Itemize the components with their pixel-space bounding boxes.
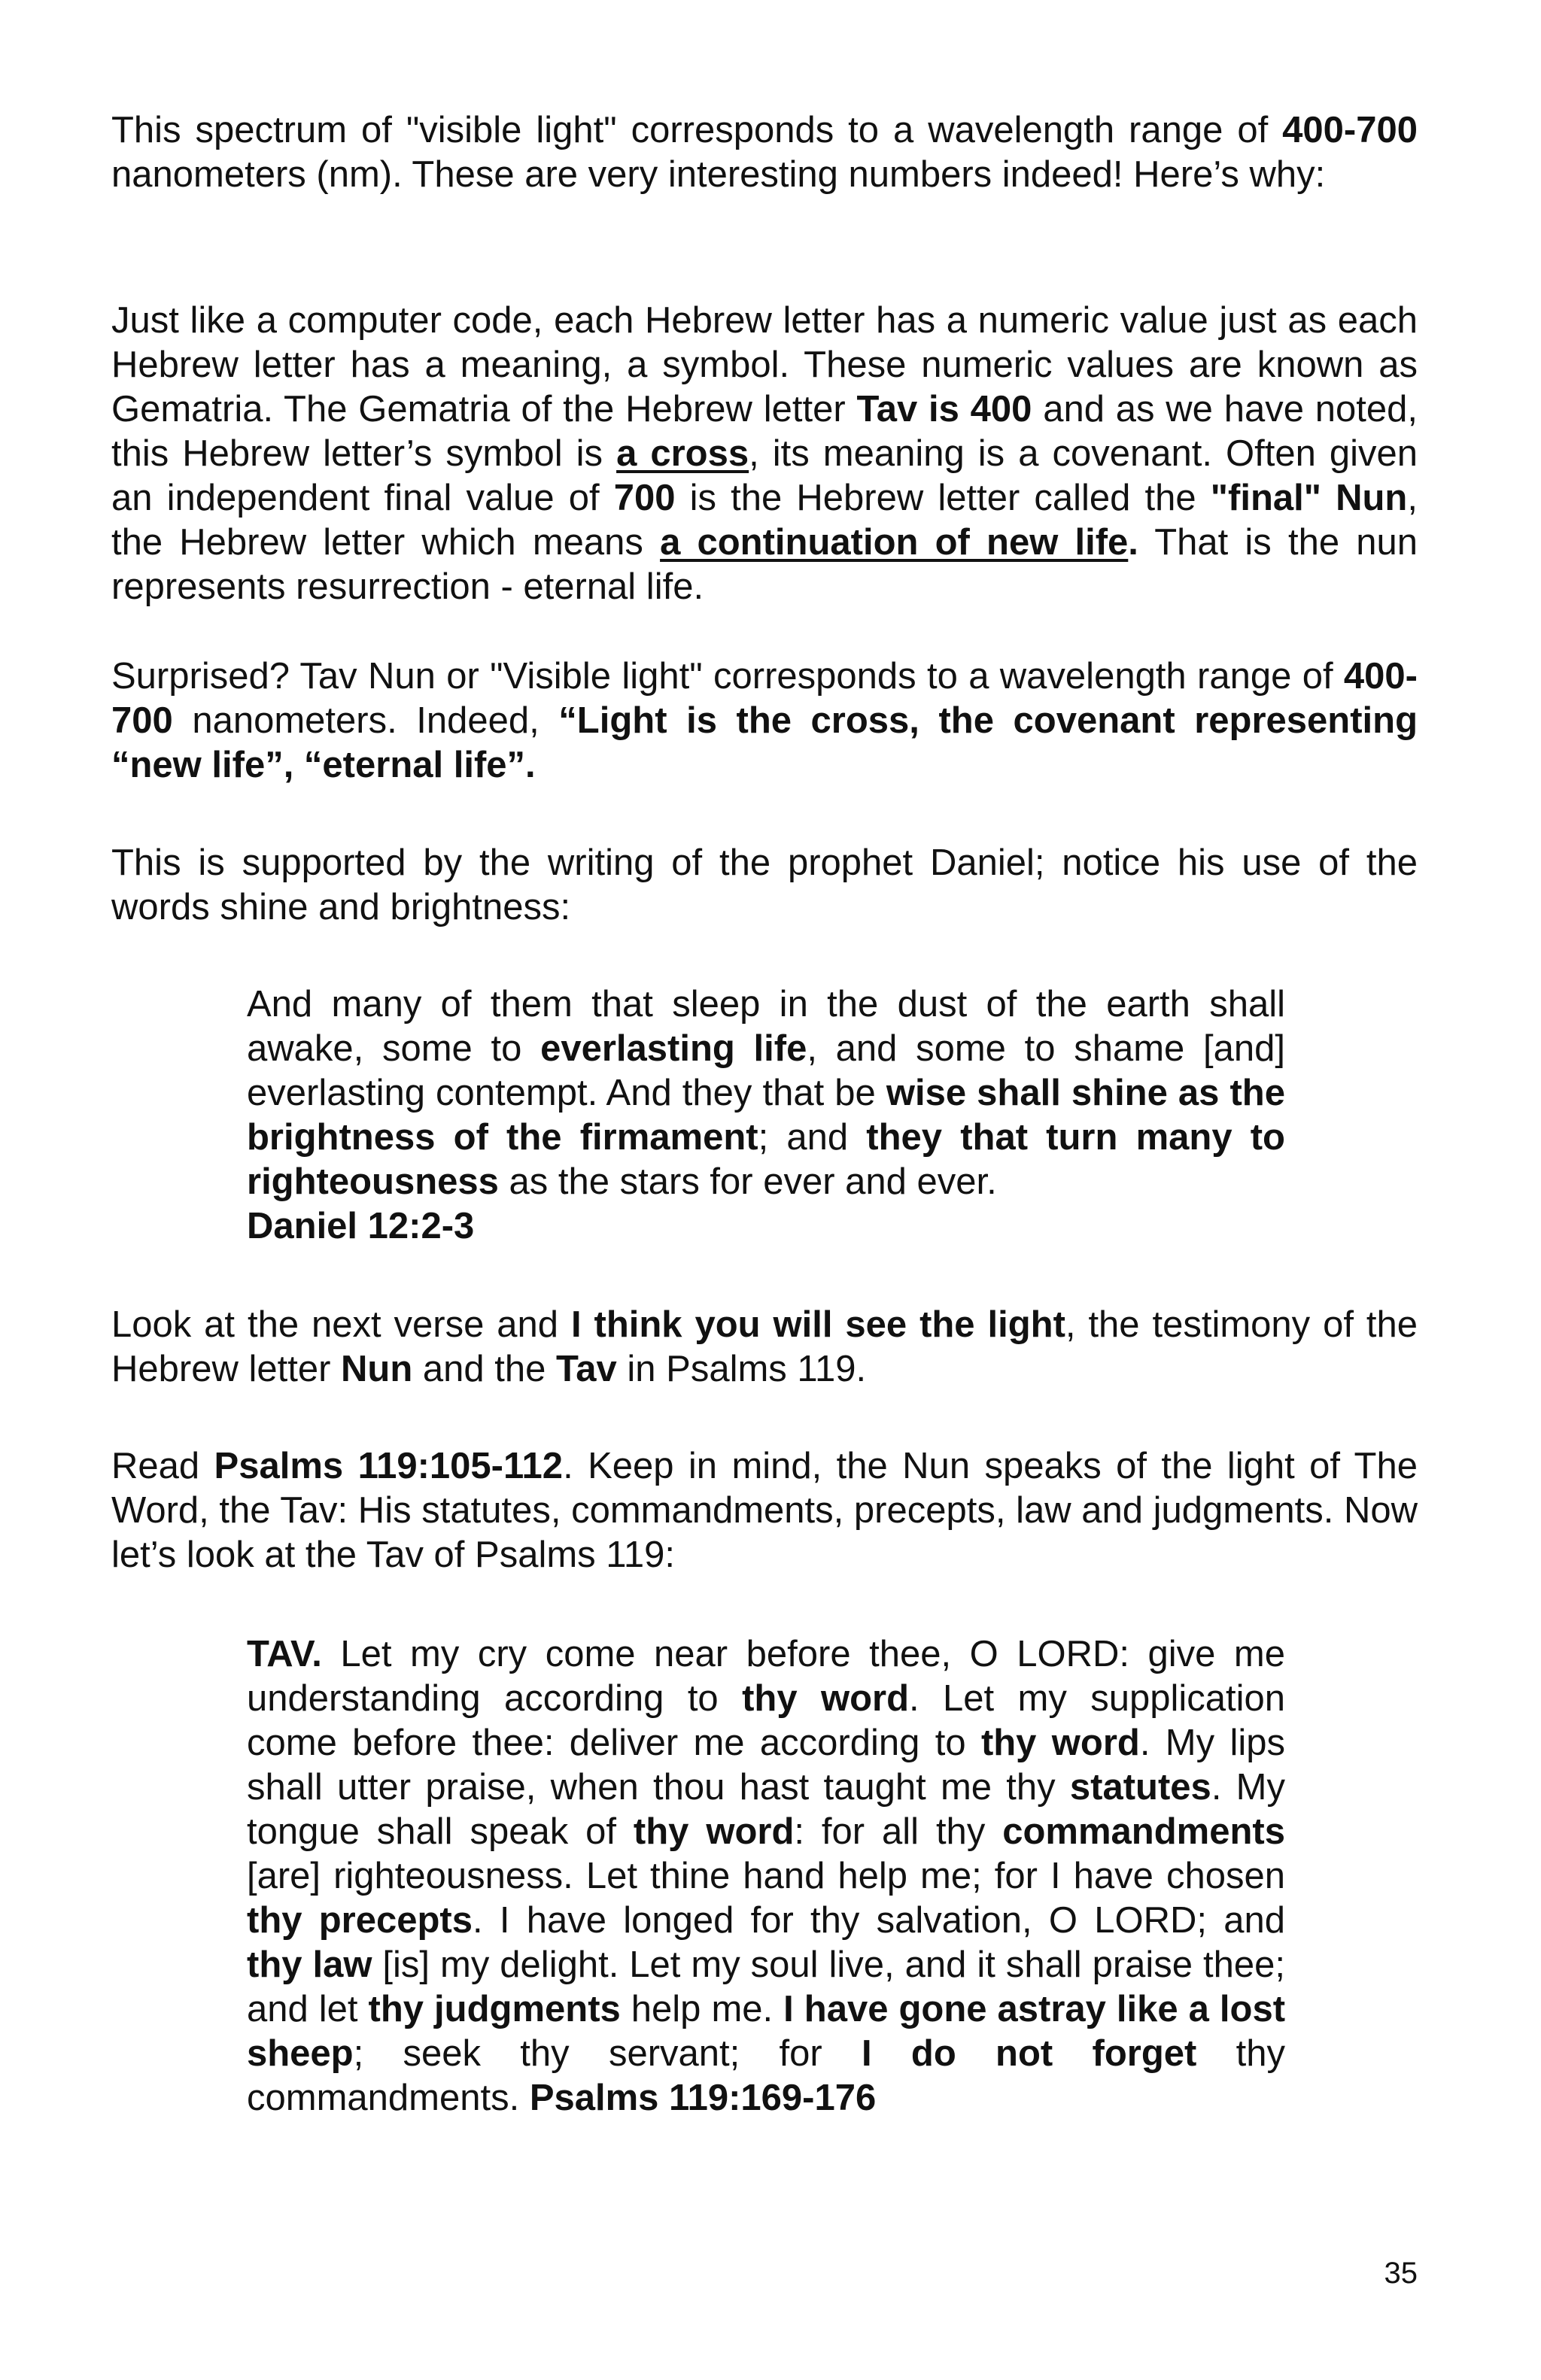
text: Surprised? Tav Nun or "Visible light" corresponds to a wavelength range of [111, 656, 1344, 697]
bold-text: I think you will see the light [570, 1304, 1065, 1345]
bold-text: statutes [1069, 1767, 1211, 1808]
text: That is the nun represents resurrection - eternal life. [111, 522, 1418, 607]
bold-text: they that turn many to righteousness [247, 1117, 1285, 1202]
text: ; seek thy servant; for [353, 2033, 862, 2074]
scripture-reference: Daniel 12:2-3 [247, 1206, 475, 1246]
text: in Psalms 119. [616, 1349, 867, 1389]
bold-text: Psalms 119:105-112 [214, 1446, 564, 1486]
page-number: 35 [1384, 2257, 1418, 2290]
text: help me. [620, 1989, 784, 2029]
bold-text: thy word [980, 1723, 1140, 1763]
bold-text: 400-700 [1282, 110, 1418, 150]
text: [are] righteousness. Let thine hand help me; for I have chosen [247, 1856, 1285, 1896]
text: , the Hebrew letter which means [111, 478, 1418, 563]
bold-text: Tav [555, 1349, 617, 1389]
bold-text: thy precepts [247, 1900, 473, 1941]
text: : for all thy [794, 1811, 1003, 1852]
text: Let my cry come near before thee, O LORD: give me understanding according to [247, 1634, 1285, 1719]
text: [is] my delight. Let my soul live, and it shall praise thee; and let [247, 1944, 1285, 2029]
underlined-bold-text: a cross [616, 433, 749, 474]
bold-text: I have gone astray like a lost sheep [247, 1989, 1286, 2074]
text: nanometers. Indeed, [172, 700, 559, 741]
bold-text: "final" Nun [1210, 478, 1408, 518]
bold-text: everlasting life [540, 1028, 807, 1069]
text: nanometers (nm). These are very interesting numbers indeed! Here’s why: [111, 154, 1326, 195]
underlined-bold-text: a continuation of new life [660, 522, 1129, 563]
paragraph-surprised [111, 654, 1418, 788]
text: as the stars for ever and ever. [498, 1161, 997, 1202]
bold-text: TAV. [247, 1634, 322, 1674]
text: This is supported by the writing of the prophet Daniel; notice his use of the words shine and brightness: [111, 842, 1418, 927]
bold-text: I do not forget [862, 2033, 1197, 2074]
paragraph-next-verse [111, 1303, 1418, 1392]
text: Just like a computer code, each Hebrew letter has a numeric value just as each Hebrew letter has a meaning, a symbol. These numeric values are known as Gematria. The Gematria of the Hebrew letter [111, 300, 1418, 430]
paragraph-gematria [111, 299, 1418, 609]
bold-text: Nun [341, 1349, 413, 1389]
text: . My lips shall utter praise, when thou hast taught me thy [247, 1723, 1285, 1808]
text: Read [111, 1446, 214, 1486]
bold-text: thy word [633, 1811, 795, 1852]
text: Look at the next verse and [111, 1304, 571, 1345]
paragraph-read-psalms [111, 1444, 1418, 1577]
paragraph-daniel-intro [111, 841, 1418, 930]
text: , and some to shame [and] everlasting contempt. And they that be [247, 1028, 1285, 1113]
bold-text: Tav is 400 [856, 389, 1032, 430]
text: is the Hebrew letter called the [675, 478, 1211, 518]
text: , the testimony of the Hebrew letter [111, 1304, 1418, 1389]
text: . Let my supplication come before thee: deliver me according to [247, 1678, 1286, 1763]
text: . Keep in mind, the Nun speaks of the light of The Word, the Tav: His statutes, commandments, precepts, law and judgments. Now let’s look at the Tav of Psalms 119: [111, 1446, 1418, 1575]
text: . My tongue shall speak of [247, 1767, 1285, 1852]
bold-text: commandments [1002, 1811, 1285, 1852]
text: , its meaning is a covenant. Often given an independent final value of [111, 433, 1418, 518]
text: and as we have noted, this Hebrew letter’s symbol is [111, 389, 1418, 474]
bold-text: 400-700 [111, 656, 1418, 741]
bold-text: thy judgments [368, 1989, 621, 2029]
text: and the [412, 1349, 556, 1389]
text: thy commandments. [247, 2033, 1285, 2118]
bold-text: 700 [613, 478, 676, 518]
text: . I have longed for thy salvation, O LORD; and [473, 1900, 1285, 1941]
bold-text: . [1128, 522, 1138, 563]
quote-daniel [247, 982, 1285, 1249]
text: ; and [758, 1117, 867, 1158]
bold-text: “Light is the cross, the covenant representing “new life”, “eternal life”. [111, 700, 1418, 785]
bold-text: thy law [247, 1944, 372, 1985]
bold-text: thy word [742, 1678, 910, 1719]
scripture-reference: Psalms 119:169-176 [529, 2078, 877, 2118]
text: This spectrum of "visible light" corresponds to a wavelength range of [111, 110, 1283, 150]
paragraph-visible-light [111, 108, 1418, 197]
quote-psalms-tav [247, 1632, 1285, 2120]
text: And many of them that sleep in the dust of the earth shall awake, some to [247, 984, 1285, 1069]
quote-daniel-text [247, 982, 1285, 1249]
bold-text: wise shall shine as the brightness of the firmament [247, 1073, 1285, 1158]
